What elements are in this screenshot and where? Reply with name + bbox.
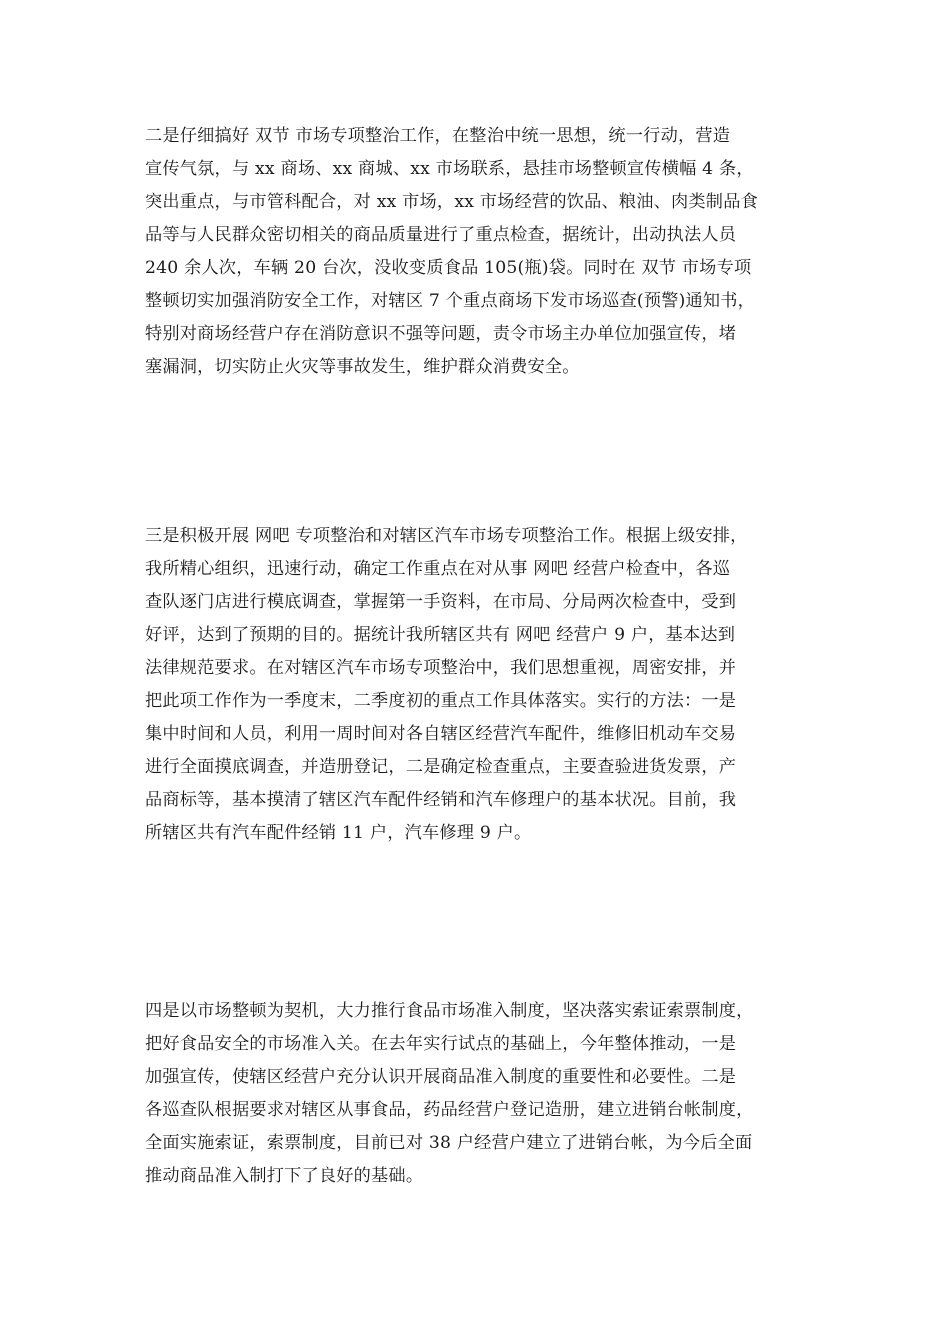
paragraph-line: 二是仔细搞好 双节 市场专项整治工作，在整治中统一思想，统一行动，营造 xyxy=(145,126,731,146)
paragraph-line: 我所精心组织，迅速行动，确定工作重点在对从事 网吧 经营户检查中，各巡 xyxy=(145,559,731,579)
paragraph-line: 四是以市场整顿为契机，大力推行食品市场准入制度，坚决落实索证索票制度， xyxy=(145,1001,754,1021)
paragraph-line: 加强宣传，使辖区经营户充分认识开展商品准入制度的重要性和必要性。二是 xyxy=(145,1067,737,1087)
paragraph-line: 把好食品安全的市场准入关。在去年实行试点的基础上，今年整体推动，一是 xyxy=(145,1034,737,1054)
paragraph-line: 三是积极开展 网吧 专项整治和对辖区汽车市场专项整治工作。根据上级安排， xyxy=(145,526,748,546)
paragraph-line: 法律规范要求。在对辖区汽车市场专项整治中，我们思想重视，周密安排，并 xyxy=(145,658,737,678)
paragraph-line: 所辖区共有汽车配件经销 11 户，汽车修理 9 户。 xyxy=(145,823,532,843)
paragraph-line: 集中时间和人员，利用一周时间对各自辖区经营汽车配件，维修旧机动车交易 xyxy=(145,724,737,744)
paragraph-line: 宣传气氛，与 xx 商场、xx 商城、xx 市场联系，悬挂市场整顿宣传横幅 4 条， xyxy=(145,159,754,179)
paragraph-line: 进行全面摸底调查，并造册登记，二是确定检查重点，主要查验进货发票，产 xyxy=(145,757,737,777)
paragraph-food-market-access xyxy=(145,995,825,1193)
paragraph-line: 好评，达到了预期的目的。据统计我所辖区共有 网吧 经营户 9 户，基本达到 xyxy=(145,625,736,645)
paragraph-line: 全面实施索证，索票制度，目前已对 38 户经营户建立了进销台帐，为今后全面 xyxy=(145,1133,753,1153)
paragraph-line: 品等与人民群众密切相关的商品质量进行了重点检查，据统计，出动执法人员 xyxy=(145,225,737,245)
paragraph-line: 品商标等，基本摸清了辖区汽车配件经销和汽车修理户的基本状况。目前，我 xyxy=(145,790,737,810)
paragraph-line: 推动商品准入制打下了良好的基础。 xyxy=(145,1166,424,1186)
paragraph-line: 查队逐门店进行模底调查，掌握第一手资料，在市局、分局两次检查中，受到 xyxy=(145,592,737,612)
paragraph-line: 把此项工作作为一季度末，二季度初的重点工作具体落实。实行的方法：一是 xyxy=(145,691,737,711)
paragraph-line: 特别对商场经营户存在消防意识不强等问题，责令市场主办单位加强宣传，堵 xyxy=(145,324,737,344)
paragraph-internet-cafe-auto-market xyxy=(145,520,825,850)
paragraph-line: 整顿切实加强消防安全工作，对辖区 7 个重点商场下发市场巡查(预警)通知书， xyxy=(145,291,756,311)
paragraph-holiday-market-rectification xyxy=(145,120,825,384)
paragraph-line: 突出重点，与市管科配合，对 xx 市场，xx 市场经营的饮品、粮油、肉类制品食 xyxy=(145,192,758,212)
paragraph-line: 各巡查队根据要求对辖区从事食品，药品经营户登记造册，建立进销台帐制度， xyxy=(145,1100,754,1120)
paragraph-line: 塞漏洞，切实防止火灾等事故发生，维护群众消费安全。 xyxy=(145,357,580,377)
paragraph-line: 240 余人次，车辆 20 台次，没收变质食品 105(瓶)袋。同时在 双节 市场专项 xyxy=(145,258,752,278)
